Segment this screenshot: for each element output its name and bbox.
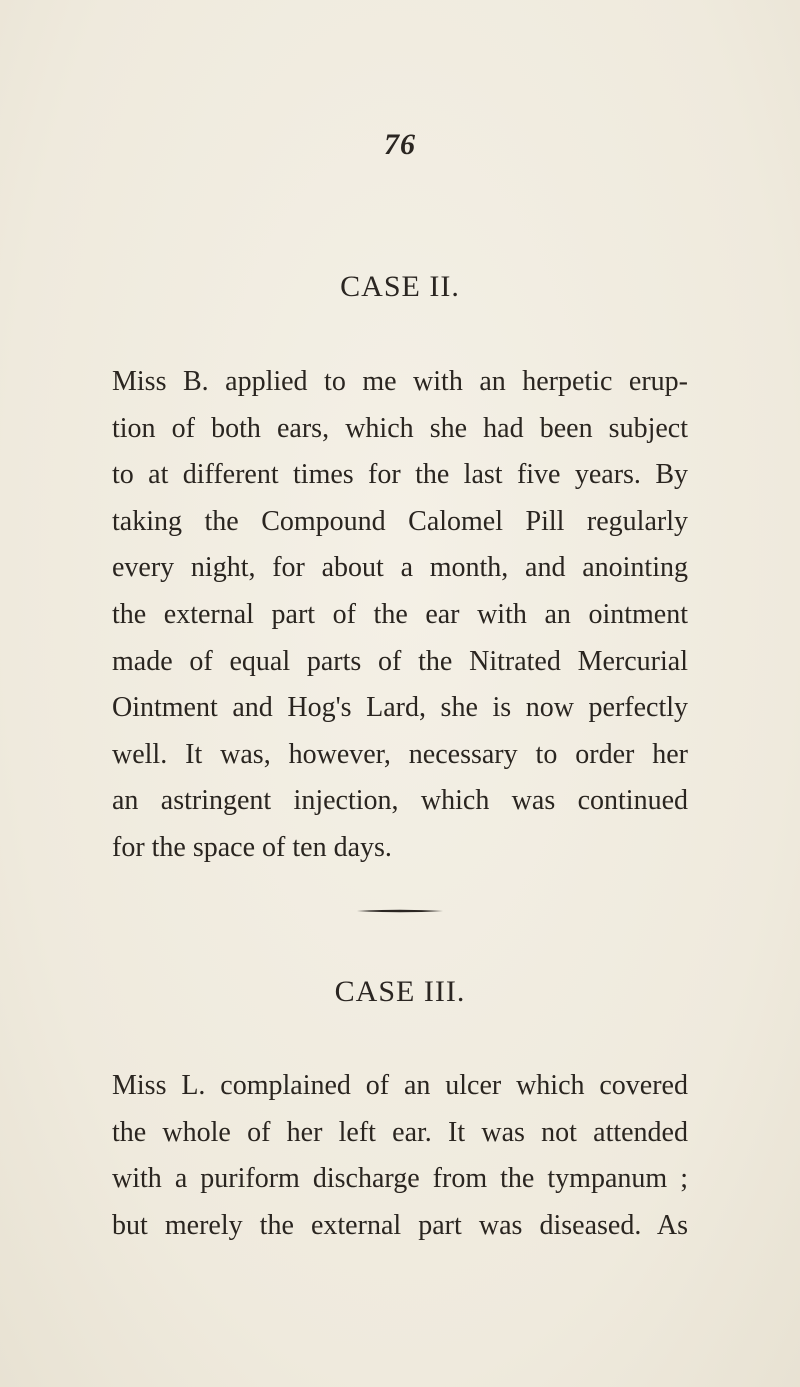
page-number: 76 — [384, 128, 416, 161]
text-line: well. It was, however, necessary to order her — [112, 738, 688, 770]
text-line: for the space of ten days. — [112, 831, 392, 863]
text-line: but merely the external part was diseased. As — [112, 1209, 688, 1241]
section-heading-case-ii: CASE II. — [340, 270, 460, 303]
text-line: an astringent injection, which was continued — [112, 785, 688, 817]
text-line: with a puriform discharge from the tympanum ; — [112, 1163, 688, 1195]
text-line: Miss B. applied to me with an herpetic erup- — [112, 366, 688, 397]
text-line: Ointment and Hog's Lard, she is now perfectly — [112, 692, 688, 724]
text-line: to at different times for the last five years. By — [112, 459, 688, 491]
section-divider-ornament — [355, 908, 445, 914]
paragraph-case-iii — [112, 1063, 688, 1249]
text-line: the external part of the ear with an ointment — [112, 598, 688, 630]
text-line: made of equal parts of the Nitrated Mercurial — [112, 645, 688, 677]
paragraph-case-ii — [112, 359, 688, 872]
text-line: the whole of her left ear. It was not attended — [112, 1116, 688, 1148]
text-line: tion of both ears, which she had been subject — [112, 412, 688, 444]
text-line: taking the Compound Calomel Pill regularly — [112, 505, 688, 537]
text-line: Miss L. complained of an ulcer which covered — [112, 1070, 688, 1101]
section-heading-case-iii: CASE III. — [334, 975, 466, 1008]
text-line: every night, for about a month, and anointing — [112, 552, 688, 584]
